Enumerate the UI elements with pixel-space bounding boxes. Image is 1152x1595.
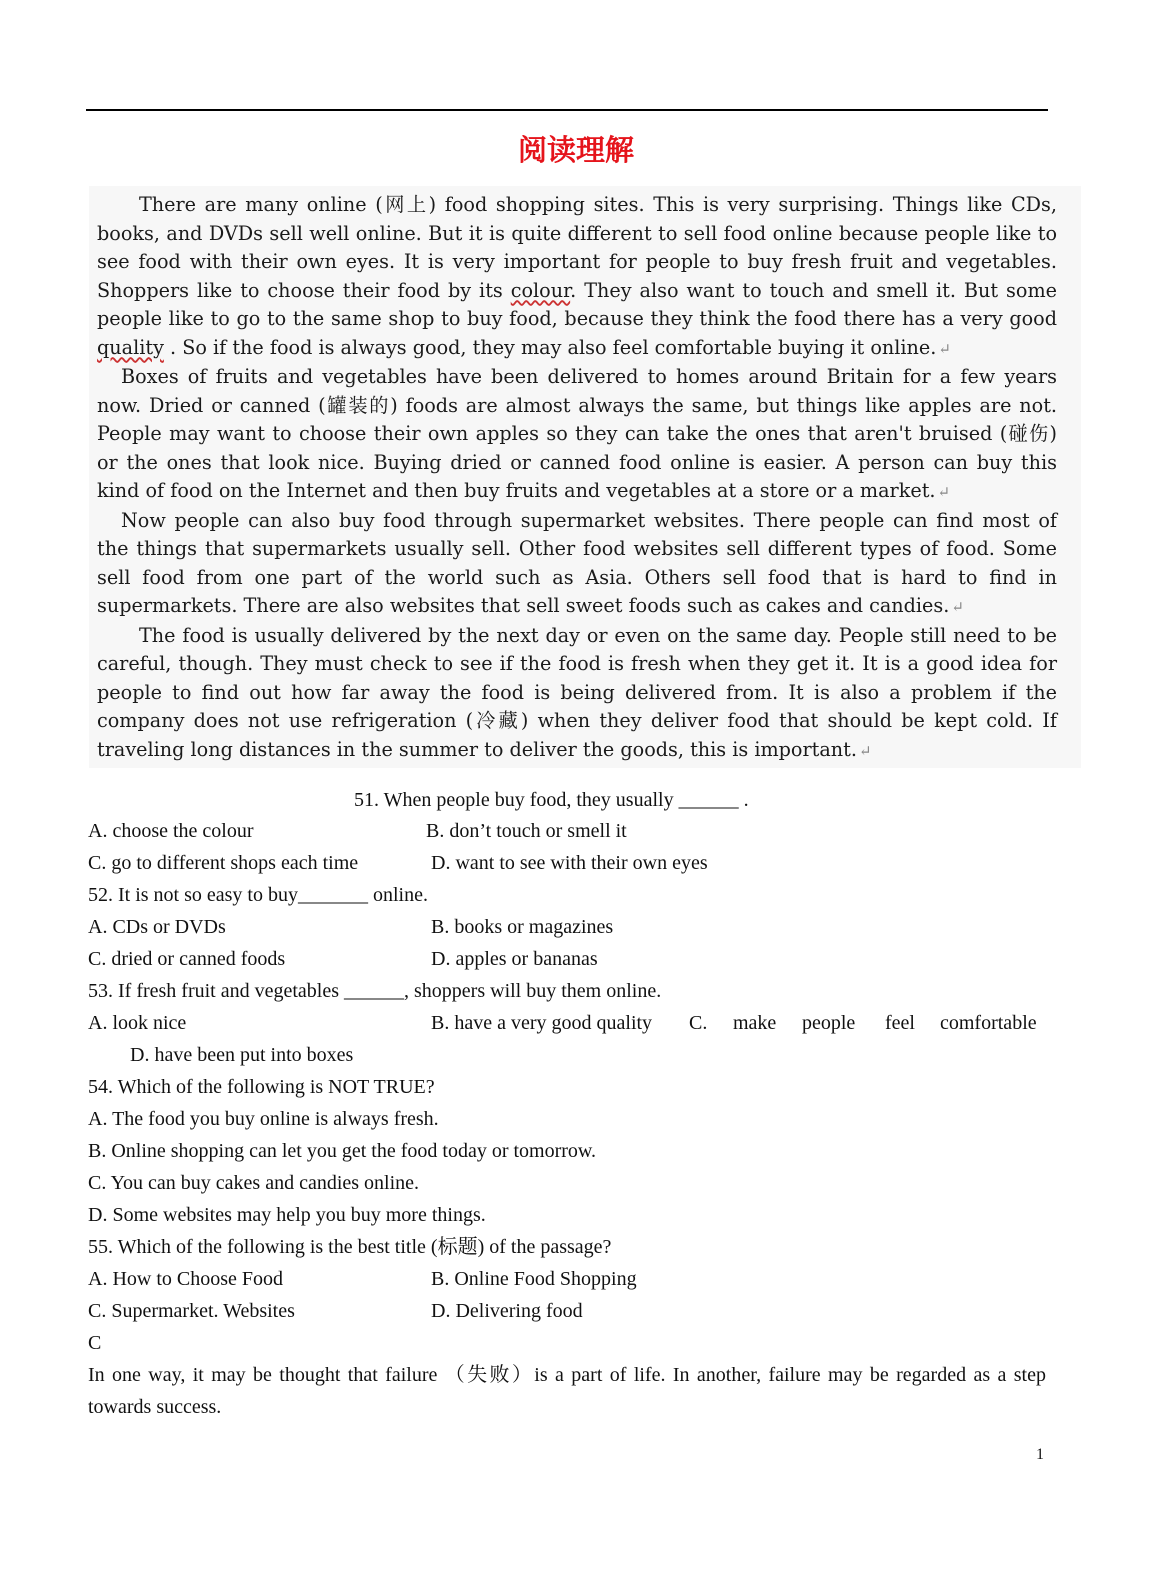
option-51-b: B. don’t touch or smell it [426,820,627,842]
option-54-b: B. Online shopping can let you get the food today or tomorrow. [88,1140,597,1162]
reading-passage [97,191,1057,765]
question-53-stem: 53. If fresh fruit and vegetables ______, shoppers will buy them online. [88,980,662,1002]
question-51-options-row-2 [88,847,1048,879]
return-mark-icon: ↵ [938,339,951,358]
question-52-options-row-2 [88,943,1048,975]
option-53-b: B. have a very good quality [431,1012,653,1034]
spellcheck-word-colour: colour [510,278,571,302]
option-53-c-word-2: make [733,1012,777,1034]
question-54-stem: 54. Which of the following is NOT TRUE? [88,1076,435,1098]
next-passage-text: In one way, it may be thought that failure （失败）is a part of life. In another, failure may be regarded as a step towards success. [88,1364,1046,1418]
option-55-b: B. Online Food Shopping [431,1268,637,1290]
return-mark-icon: ↵ [951,598,964,616]
option-53-d: D. have been put into boxes [130,1044,354,1066]
question-55-options-row-2 [88,1295,1048,1327]
option-52-d: D. apples or bananas [431,948,598,970]
option-55-a: A. How to Choose Food [88,1268,284,1290]
option-51-c: C. go to different shops each time [88,852,359,874]
passage-paragraph-3: Now people can also buy food through supermarket websites. There people can find most of the things that supermarkets usually sell. Other food websites sell different types of food. Some sell food from one part of the world such as Asia. Others sell food that is hard to find in supermarkets. There are also websites that sell sweet foods such as cakes and candies. ↵ [97,508,1057,617]
passage-paragraph-2: Boxes of fruits and vegetables have been delivered to homes around Britain for a few years now. Dried or canned (罐装的) foods are almost always the same, but things like apples are not. People may want to choose their own apples so they can take the ones that aren't bruised (碰伤) or the ones that look nice. Buying dried or canned food online is easier. A person can buy this kind of food on the Internet and then buy fruits and vegetables at a store or a market. ↵ [97,365,1057,502]
question-51-stem: 51. When people buy food, they usually ______ . [354,789,749,811]
question-55-stem: 55. Which of the following is the best title (标题) of the passage? [88,1236,612,1258]
option-54-a: A. The food you buy online is always fresh. [88,1108,439,1130]
option-52-a: A. CDs or DVDs [88,916,226,938]
page-title: 阅读理解 [517,133,634,167]
option-54-c: C. You can buy cakes and candies online. [88,1172,420,1194]
option-53-c-word-1: C. [689,1012,708,1034]
option-54-d: D. Some websites may help you buy more things. [88,1204,486,1226]
question-52-options-row-1 [88,911,1048,943]
option-53-c-word-4: feel [885,1012,915,1034]
option-55-d: D. Delivering food [431,1300,583,1322]
section-letter: C [88,1332,102,1354]
spellcheck-word-quality: quality [97,335,164,359]
passage-paragraph-4: The food is usually delivered by the next day or even on the same day. People still need to be careful, though. They must check to see if the food is fresh when they get it. It is a good idea for people to find out how far away the food is being delivered from. It is also a problem if the company does not use refrigeration (冷藏) when they deliver food that should be kept cold. If traveling long distances in the summer to deliver the goods, this is important. ↵ [97,623,1057,761]
passage-paragraph-1: There are many online (网上) food shopping sites. This is very surprising. Things like CDs, books, and DVDs sell well online. But it is quite different to sell food online because people like to see food with their own eyes. It is very important for people to buy fresh fruit and vegetables. Shoppers like to choose their food by its colour. They also want to touch and smell it. But some people like to go to the same shop to buy food, because they think the food there has a very good quality . So if the food is always good, they may also feel comfortable buying it online. ↵ [97,193,1057,359]
option-51-d: D. want to see with their own eyes [431,852,708,874]
question-53-options-row-2 [88,1039,1048,1071]
option-52-b: B. books or magazines [431,916,614,938]
question-52-stem: 52. It is not so easy to buy_______ online. [88,884,428,906]
question-53-options-row-1 [88,1007,1048,1039]
question-55-options-row-1 [88,1263,1048,1295]
question-51-options-row-1 [88,815,1048,847]
return-mark-icon: ↵ [858,741,872,760]
return-mark-icon: ↵ [937,483,951,501]
option-53-a: A. look nice [88,1012,187,1034]
option-53-c-word-3: people [802,1012,856,1034]
option-51-a: A. choose the colour [88,820,254,842]
option-53-c-word-5: comfortable [940,1012,1037,1034]
option-52-c: C. dried or canned foods [88,948,286,970]
header-rule [86,109,1048,111]
page-number: 1 [1036,1446,1044,1463]
option-55-c: C. Supermarket. Websites [88,1300,295,1322]
